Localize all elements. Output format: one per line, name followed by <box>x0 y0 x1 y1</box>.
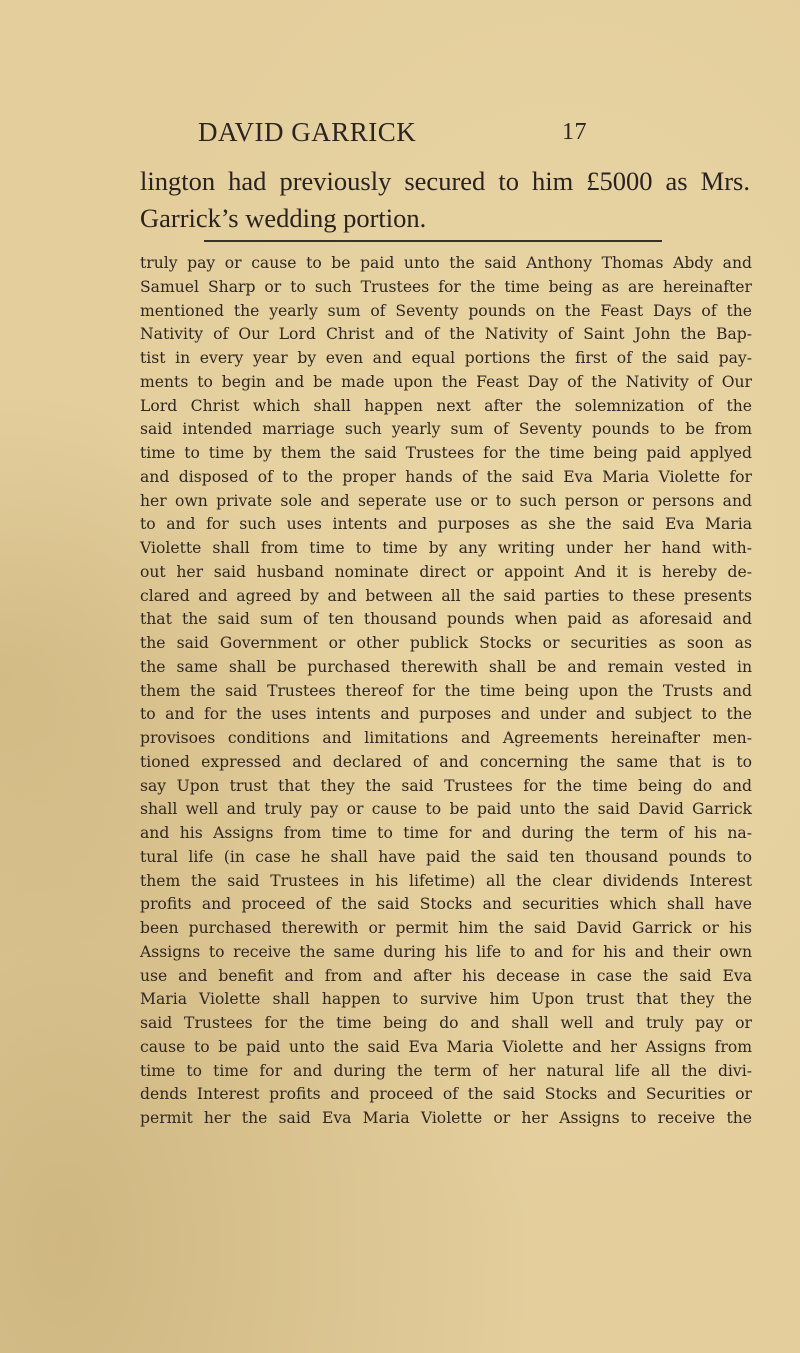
body-line: ments to begin and be made upon the Feast Day of the Nativity of Our <box>140 372 752 391</box>
body-line: Samuel Sharp or to such Trustees for the time being as are hereinafter <box>140 277 752 296</box>
body-line: out her said husband nominate direct or appoint And it is hereby de- <box>140 562 752 581</box>
body-line: Maria Violette shall happen to survive him Upon trust that they the <box>140 990 752 1009</box>
body-line: that the said sum of ten thousand pounds when paid as aforesaid and <box>140 610 752 629</box>
body-line: shall well and truly pay or cause to be paid unto the said David Garrick <box>140 800 752 819</box>
deed-quotation <box>140 252 752 1131</box>
body-line: Lord Christ which shall happen next after the solemnization of the <box>140 396 752 415</box>
body-line: the same shall be purchased therewith shall be and remain vested in <box>140 657 752 676</box>
body-line: say Upon trust that they the said Trustees for the time being do and <box>140 776 752 795</box>
lead-line: Garrick’s wedding portion. <box>140 203 427 233</box>
lead-line: lington had previously secured to him £5000 as Mrs. <box>140 166 750 196</box>
body-line: mentioned the yearly sum of Seventy pounds on the Feast Days of the <box>140 301 752 320</box>
page-number: 17 <box>562 119 587 145</box>
body-line: to and for the uses intents and purposes and under and subject to the <box>140 705 752 724</box>
body-line: her own private sole and seperate use or to such person or persons and <box>140 491 752 510</box>
body-line: use and benefit and from and after his decease in case the said Eva <box>140 966 752 985</box>
body-line: to and for such uses intents and purposes as she the said Eva Maria <box>140 515 752 534</box>
body-line: time to time for and during the term of her natural life all the divi- <box>140 1061 752 1080</box>
body-line: said Trustees for the time being do and shall well and truly pay or <box>140 1014 752 1032</box>
body-line: Assigns to receive the same during his life to and for his and their own <box>140 942 752 961</box>
lead-paragraph <box>140 163 750 237</box>
body-line: and disposed of to the proper hands of the said Eva Maria Violette for <box>140 467 752 486</box>
body-line: tioned expressed and declared of and concerning the same that is to <box>140 752 752 771</box>
body-line: time to time by them the said Trustees for the time being paid applyed <box>140 444 752 462</box>
body-line: Violette shall from time to time by any writing under her hand with- <box>140 539 752 557</box>
body-line: truly pay or cause to be paid unto the said Anthony Thomas Abdy and <box>140 254 752 272</box>
body-line: clared and agreed by and between all the said parties to these presents <box>140 586 752 605</box>
body-line: and his Assigns from time to time for and during the term of his na- <box>140 824 752 842</box>
body-line: cause to be paid unto the said Eva Maria Violette and her Assigns from <box>140 1037 752 1056</box>
body-line: tural life (in case he shall have paid the said ten thousand pounds to <box>140 847 752 866</box>
body-line: said intended marriage such yearly sum of Seventy pounds to be from <box>140 420 752 439</box>
body-line: permit her the said Eva Maria Violette or her Assigns to receive the <box>140 1109 752 1127</box>
body-line: Nativity of Our Lord Christ and of the Nativity of Saint John the Bap- <box>140 325 752 344</box>
body-line: them the said Trustees in his lifetime) all the clear dividends Interest <box>140 871 752 890</box>
section-rule <box>204 240 662 242</box>
body-line: provisoes conditions and limitations and Agreements hereinafter men- <box>140 729 752 747</box>
running-head-title: DAVID GARRICK <box>198 117 417 147</box>
body-line: profits and proceed of the said Stocks and securities which shall have <box>140 895 752 914</box>
body-line: tist in every year by even and equal portions the first of the said pay- <box>140 349 752 367</box>
body-line: the said Government or other publick Stocks or securities as soon as <box>140 634 752 652</box>
body-line: dends Interest profits and proceed of the said Stocks and Securities or <box>140 1085 752 1104</box>
body-line: them the said Trustees thereof for the time being upon the Trusts and <box>140 681 752 700</box>
body-line: been purchased therewith or permit him the said David Garrick or his <box>140 919 752 937</box>
